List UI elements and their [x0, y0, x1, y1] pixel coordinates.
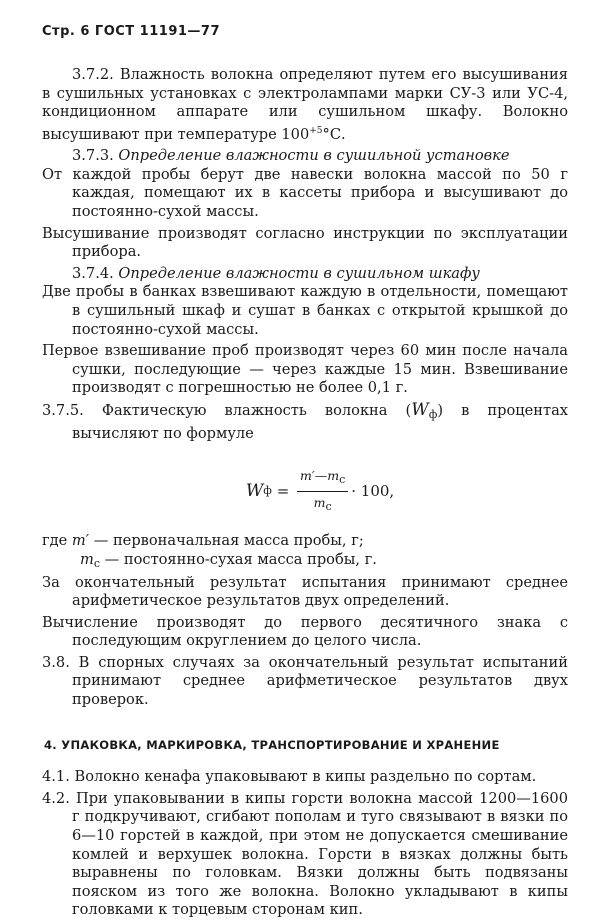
paragraph-3-7-3-a: От каждой пробы берут две навески волокна массой по 50 г каждая, помещают их в кассеты прибора и высушивают до постоянно-сухой массы.: [42, 165, 568, 221]
formula-fraction: $\frac{m'—mc}{mc}$: [297, 467, 348, 516]
formula-legend-2: $m_c$ — постоянно-сухая масса пробы, г.: [80, 550, 377, 570]
paragraph-3-7-3-heading: 3.7.3. Определение влажности в сушильной установке: [72, 147, 510, 165]
temp-superscript: +5: [309, 125, 323, 136]
paragraph-3-8: 3.8. В спорных случаях за окончательный результат испытаний принимают среднее арифметическое результатов двух проверок.: [42, 653, 568, 709]
document-body: [42, 66, 568, 920]
formula-legend-1: где m′ — первоначальная масса пробы, г;: [42, 532, 364, 550]
moisture-formula: W ф = $\frac{m'—mc}{mc}$ · 100,: [72, 467, 568, 516]
paragraph-3-7-4-a: Две пробы в банках взвешивают каждую в отдельности, помещают в сушильный шкаф и сушат в банках с открытой крышкой до постоянно-сухой массы.: [42, 283, 568, 338]
page-header: Стр. 6 ГОСТ 11191—77: [42, 24, 221, 39]
subsection-title: Определение влажности в сушильном шкафу: [118, 264, 480, 282]
paragraph-4-1: 4.1. Волокно кенафа упаковывают в кипы раздельно по сортам.: [42, 768, 537, 786]
paragraph-3-7-5-b: Вычисление производят до первого десятичного знака с последующим округлением до целого числа.: [42, 613, 568, 650]
paragraph-3-7-5: 3.7.5. Фактическую влажность волокна $(W_ф)$ в процентах вычисляют по формуле: [42, 399, 568, 442]
paragraph-3-7-4-b: Первое взвешивание проб производят через 60 мин после начала сушки, последующие — через каждые 15 мин. Взвешивание производят с погрешностью не более 0,1 г.: [42, 342, 568, 397]
paragraph-3-7-2: 3.7.2. Влажность волокна определяют путем его высушивания в сушильных установках с электролампами марки СУ-3 или УС-4, кондиционном аппарате или сушильном шкафу. Волокно высушивают при температуре $100^{+5}^\circ С$.: [42, 66, 568, 143]
section-4-title: 4. УПАКОВКА, МАРКИРОВКА, ТРАНСПОРТИРОВАНИЕ И ХРАНЕНИЕ: [44, 737, 500, 752]
subsection-title: Определение влажности в сушильной установке: [118, 147, 510, 165]
paragraph-3-7-5-a: За окончательный результат испытания принимают среднее арифметическое результатов двух определений.: [42, 573, 568, 610]
paragraph-3-7-3-b: Высушивание производят согласно инструкции по эксплуатации прибора.: [42, 224, 568, 261]
paragraph-4-2: 4.2. При упаковывании в кипы горсти волокна массой 1200—1600 г подкручивают, сгибают пополам и туго связывают в вязки по 6—10 горстей в каждой, при этом не допускается смешивание комлей и верхушек волокна. Горсти в вязках должны быть выравнены по головкам. Вязки должны быть подвязаны пояском из того же волокна. Волокно укладывают в кипы головками к торцевым сторонам кип.: [42, 789, 568, 919]
paragraph-3-7-4-heading: 3.7.4. Определение влажности в сушильном шкафу: [72, 264, 480, 282]
